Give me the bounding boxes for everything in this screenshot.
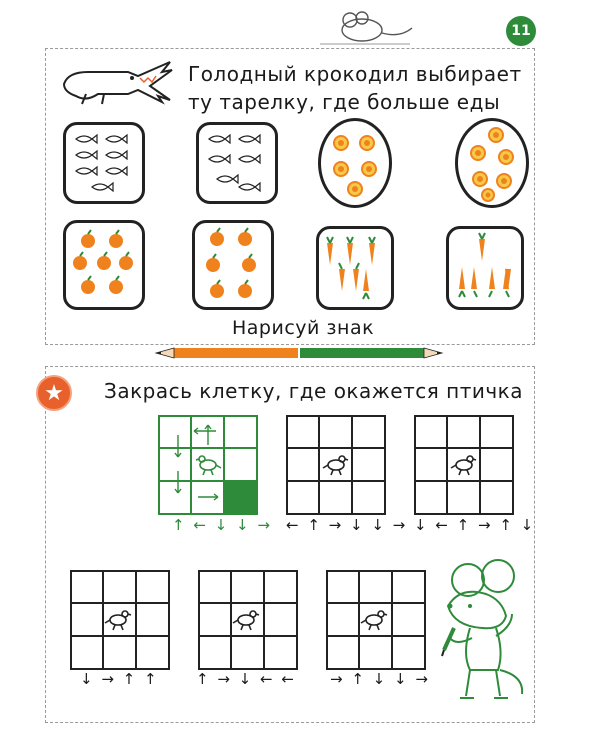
carrot-group-icon [319, 229, 391, 307]
task-grid-6 [326, 570, 426, 674]
task2-title: Закрась клетку, где окажется птичка [104, 379, 524, 403]
bird-icon [196, 456, 221, 475]
task-grid-3-arrows: ↓ ← ↑ → ↑ ↓ [414, 516, 536, 534]
apple-group-icon [66, 223, 142, 307]
plate-carrots-2 [446, 226, 524, 310]
plate-flowers-2 [455, 118, 529, 208]
task1-title-line2: ту тарелку, где больше еды [188, 90, 501, 114]
task-grid-6-arrows: → ↑ ↓ ↓ → [330, 670, 430, 688]
fish-group-icon [199, 125, 275, 201]
page-number: 11 [506, 16, 536, 46]
bird-icon [233, 611, 259, 630]
task-grid-2 [286, 415, 386, 519]
sunflower-group-icon [458, 121, 526, 205]
mouse-header-icon [300, 8, 420, 48]
plate-apples-2 [192, 220, 274, 310]
bird-icon [361, 611, 387, 630]
orange-pencil-icon [152, 346, 298, 360]
plate-apples-1 [63, 220, 145, 310]
task1-subtitle: Нарисуй знак [232, 317, 375, 339]
task-grid-3 [414, 415, 514, 519]
task-grid-4 [70, 570, 170, 674]
task-grid-5 [198, 570, 298, 674]
sunflower-group-icon [321, 121, 389, 205]
crocodile-icon [58, 56, 178, 108]
example-grid [158, 415, 258, 519]
bird-icon [323, 456, 348, 475]
bird-icon [451, 456, 476, 475]
task1-title-line1: Голодный крокодил выбирает [188, 62, 522, 86]
task-grid-4-arrows: ↓ → ↑ ↑ [80, 670, 159, 688]
plate-fish-2 [196, 122, 278, 204]
bird-icon [105, 611, 131, 630]
star-badge-icon: ★ [36, 375, 72, 411]
mouse-with-pencil-icon [440, 558, 530, 708]
plate-carrots-1 [316, 226, 394, 310]
plate-fish-1 [63, 122, 145, 204]
fish-group-icon [66, 125, 142, 201]
task-grid-5-arrows: ↑ → ↓ ← ← [196, 670, 296, 688]
carrot-group-icon [449, 229, 521, 307]
green-pencil-icon [300, 346, 446, 360]
example-grid-arrows: ↑ ← ↓ ↓ → [172, 516, 272, 534]
plate-flowers-1 [318, 118, 392, 208]
task-grid-2-arrows: ← ↑ → ↓ ↓ → [286, 516, 408, 534]
apple-group-icon [195, 223, 271, 307]
